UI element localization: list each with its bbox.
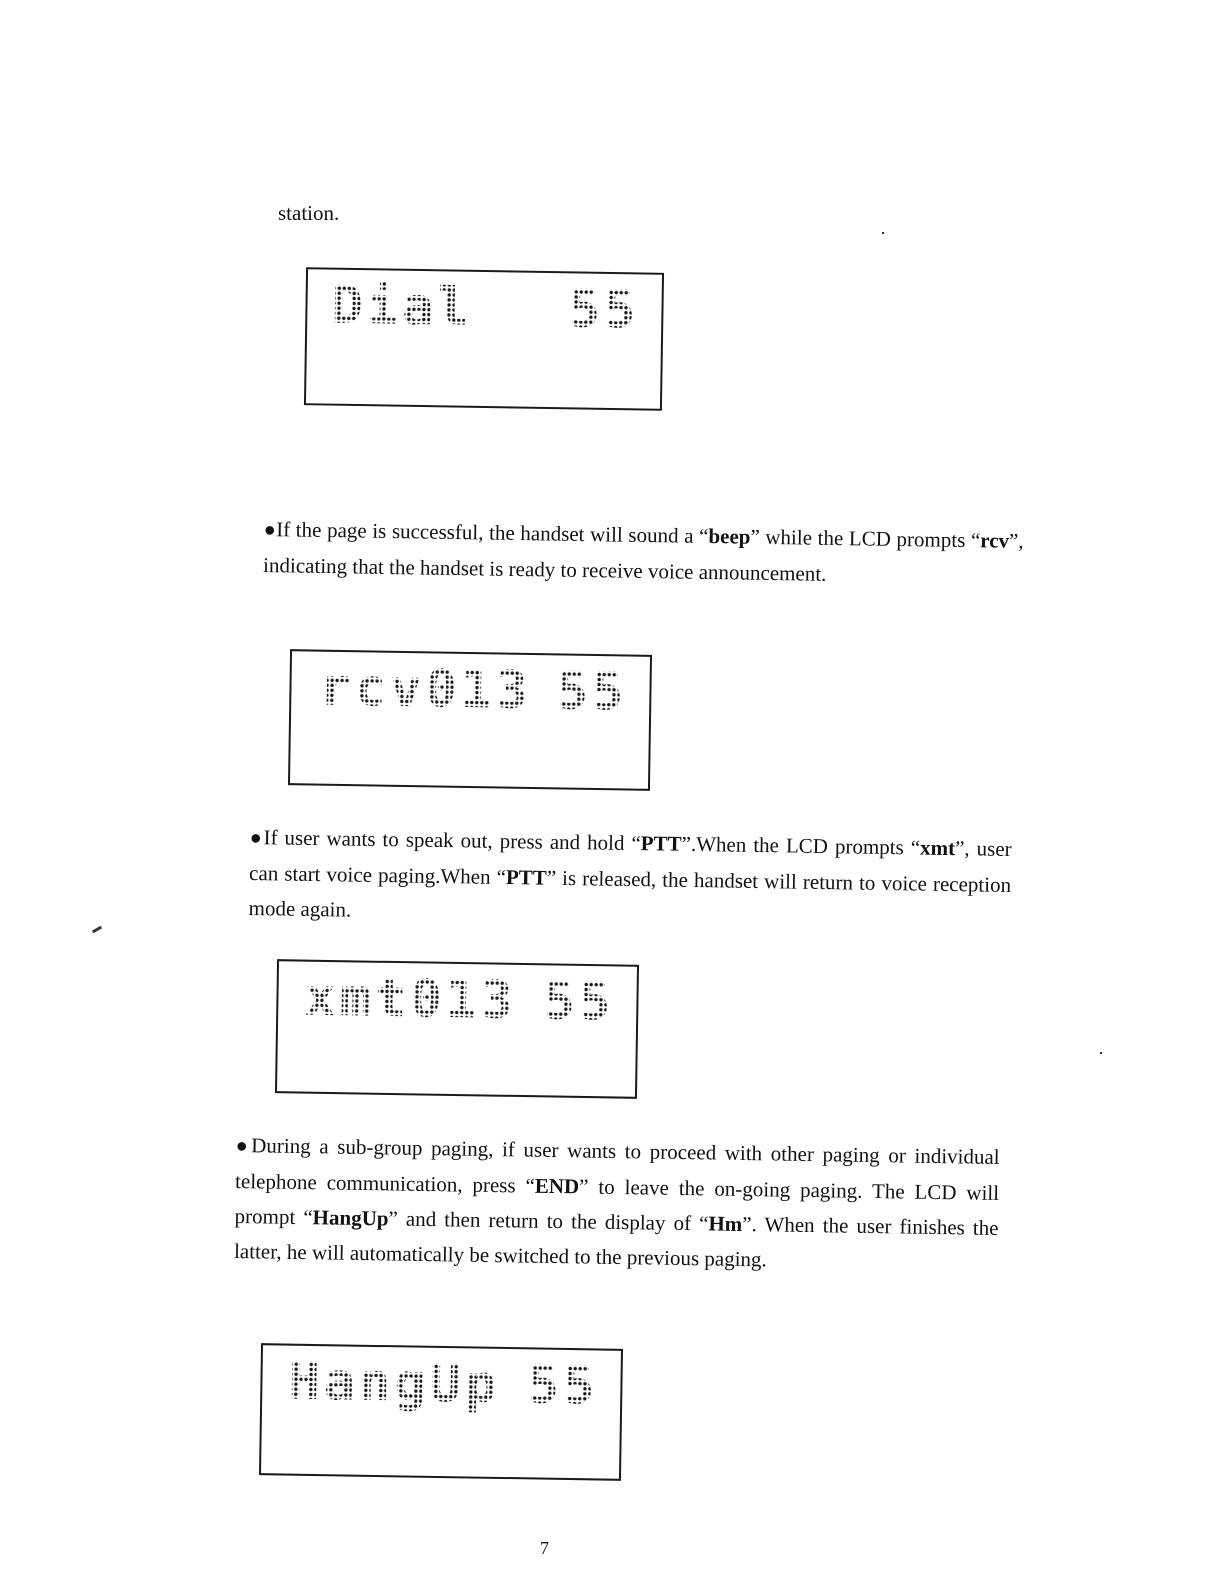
lcd-text-left: Dial [331,275,474,338]
bullet-icon: ● [235,1134,252,1158]
text-bold-ptt-2: PTT [505,865,547,890]
lcd-text-left: HangUp [287,1351,501,1415]
text-segment: ”.When the LCD prompts “ [681,831,921,860]
scan-speck [1100,1052,1102,1054]
intro-line: station. [278,201,340,225]
lcd-text-right: 55 [527,1355,599,1417]
text-segment: ” is released, the handset will return to voice reception mode again. [248,865,1012,922]
lcd-display-xmt [275,959,639,1099]
paragraph-page-successful [263,512,1024,595]
text-bold-rcv: rcv [980,528,1010,553]
text-segment: If the page is successful, the handset will sound a “ [275,517,709,548]
lcd-text-left: rcv013 [319,657,532,721]
text-segment: ”. When the user finishes the latter, he will automatically be switched to the previous paging. [233,1211,999,1272]
text-segment: If user wants to speak out, press and hold “ [263,825,641,856]
scan-speck [882,232,884,234]
lcd-text-right: 55 [543,971,615,1033]
lcd-display-rcv [288,649,652,791]
bullet-icon: ● [263,518,277,542]
paragraph-speak-out [248,820,1012,938]
text-bold-end: END [534,1173,580,1199]
page-number: 7 [540,1538,549,1558]
text-segment: ”, indicating that the handset is ready to receive voice announcement. [262,528,1024,586]
text-segment: ” while the LCD prompts “ [750,524,981,553]
lcd-display-dial [304,267,664,411]
text-bold-hangup: HangUp [312,1205,389,1231]
paragraph-sub-group-paging [234,1128,1000,1281]
text-segment: ” and then return to the display of “ [388,1206,709,1236]
lcd-display-hangup [259,1343,623,1481]
text-segment: ”, user can start voice paging.When “ [248,836,1012,890]
intro-text [278,196,578,231]
bullet-icon: ● [249,826,264,850]
text-segment: ” to leave the on-going paging. The LCD will prompt “ [234,1174,1000,1230]
text-bold-xmt: xmt [919,835,956,861]
lcd-text-left: xmt013 [304,967,517,1031]
text-segment: During a sub-group paging, if user wants to proceed with other paging or individual telephone communication, press “ [234,1133,1000,1198]
text-bold-beep: beep [708,523,751,549]
text-bold-hm: Hm [708,1211,743,1236]
lcd-text-right: 55 [556,661,628,723]
scan-speck [92,926,102,934]
lcd-text-right: 55 [568,279,640,341]
text-bold-ptt: PTT [640,831,682,856]
